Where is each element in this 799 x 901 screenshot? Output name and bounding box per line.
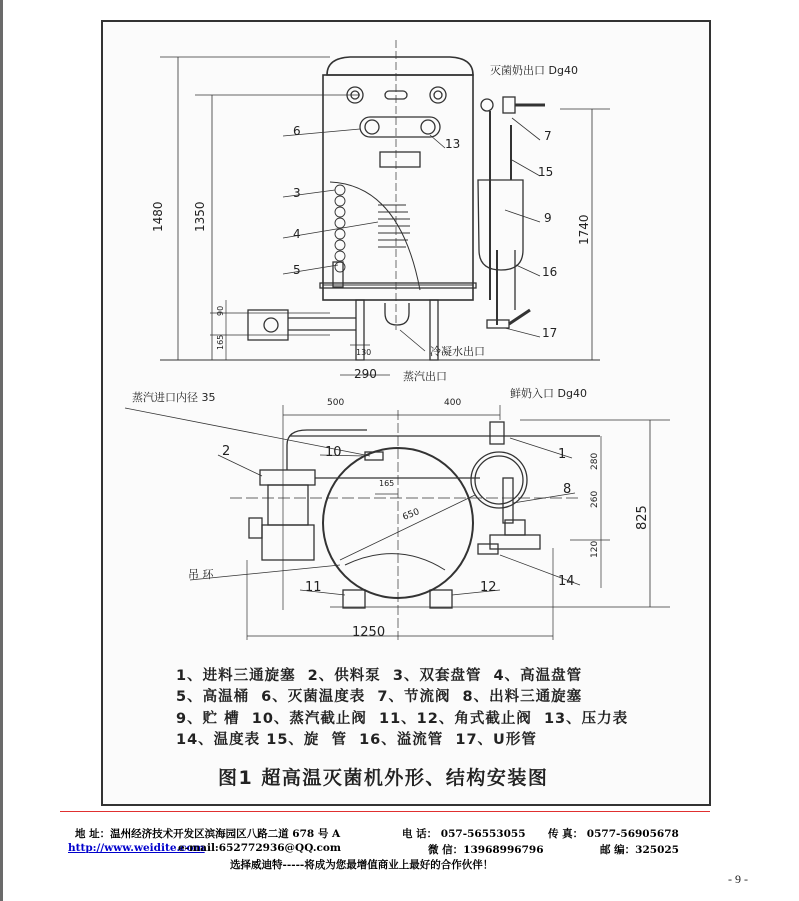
callout-5: 5 <box>293 263 301 277</box>
fresh-milk-inlet-label: 鲜奶入口 Dg40 <box>510 387 587 400</box>
dim-1480: 1480 <box>151 201 165 232</box>
sterile-milk-outlet-label: 灭菌奶出口 Dg40 <box>490 64 578 77</box>
footer-rule <box>60 811 710 812</box>
dim-1350: 1350 <box>193 201 207 232</box>
footer-wechat: 微 信：13968996796 <box>428 844 544 856</box>
dim-1250: 1250 <box>352 625 386 640</box>
dim-500: 500 <box>327 398 345 408</box>
dim-90: 90 <box>216 305 225 316</box>
callout-9: 9 <box>544 211 552 225</box>
legend-line-3: 9、贮 槽 10、蒸汽截止阀 11、12、角式截止阀 13、压力表 <box>176 711 629 727</box>
callout-10: 10 <box>325 445 342 460</box>
callout-1: 1 <box>558 447 567 462</box>
callout-11: 11 <box>305 580 322 595</box>
steam-inlet-label: 蒸汽进口内径 35 <box>132 391 216 404</box>
footer-slogan: 选择威迪特-----将成为您最增值商业上最好的合作伙伴！ <box>230 859 494 871</box>
sterilizer-tank <box>323 75 473 300</box>
footer-email: e-mail:652772936@QQ.com <box>178 842 341 854</box>
callout-16: 16 <box>542 265 558 279</box>
footer-postcode: 邮 编：325025 <box>600 844 679 856</box>
steam-outlet-label: 蒸汽出口 <box>403 370 447 383</box>
legend-line-1: 1、进料三通旋塞 2、供料泵 3、双套盘管 4、高温盘管 <box>176 668 583 684</box>
dim-290: 290 <box>354 367 377 381</box>
page-number: - 9 - <box>728 872 748 886</box>
callout-12: 12 <box>480 580 497 595</box>
legend-line-2: 5、高温桶 6、灭菌温度表 7、节流阀 8、出料三通旋塞 <box>176 689 583 705</box>
callout-13: 13 <box>445 137 461 151</box>
dim-165-plan: 165 <box>379 479 395 488</box>
dim-130: 130 <box>356 348 372 357</box>
callout-6: 6 <box>293 124 301 138</box>
pump-body <box>248 310 288 340</box>
plan-view <box>125 386 670 640</box>
lifting-ring-label: 吊 环 <box>188 568 214 581</box>
callout-7: 7 <box>544 129 552 143</box>
figure-caption: 图1 超高温灭菌机外形、结构安装图 <box>218 767 549 789</box>
dim-825: 825 <box>635 505 650 530</box>
dim-1740: 1740 <box>577 214 591 245</box>
dim-650: 650 <box>401 507 422 523</box>
callout-8: 8 <box>563 482 572 497</box>
callout-2: 2 <box>222 444 231 459</box>
callout-15: 15 <box>538 165 554 179</box>
legend-line-4: 14、温度表 15、旋 管 16、溢流管 17、U形管 <box>176 732 537 748</box>
dim-165: 165 <box>216 334 225 350</box>
callout-14: 14 <box>558 574 575 589</box>
dim-400: 400 <box>444 398 462 408</box>
footer-website-link[interactable]: http://www.weidite.com <box>68 842 205 854</box>
dim-120: 120 <box>590 540 600 558</box>
footer-phone: 电 话： 057-56553055 <box>402 828 526 840</box>
elevation-view <box>151 40 610 383</box>
footer-address: 地 址：温州经济技术开发区滨海园区八路二道 678 号 A <box>75 828 341 840</box>
dim-260: 260 <box>590 490 600 508</box>
callout-3: 3 <box>293 186 301 200</box>
callout-4: 4 <box>293 227 301 241</box>
condensate-outlet-label: 冷凝水出口 <box>430 345 485 358</box>
callout-17: 17 <box>542 326 558 340</box>
footer-fax: 传 真： 0577-56905678 <box>548 828 679 840</box>
dim-280: 280 <box>590 452 600 470</box>
